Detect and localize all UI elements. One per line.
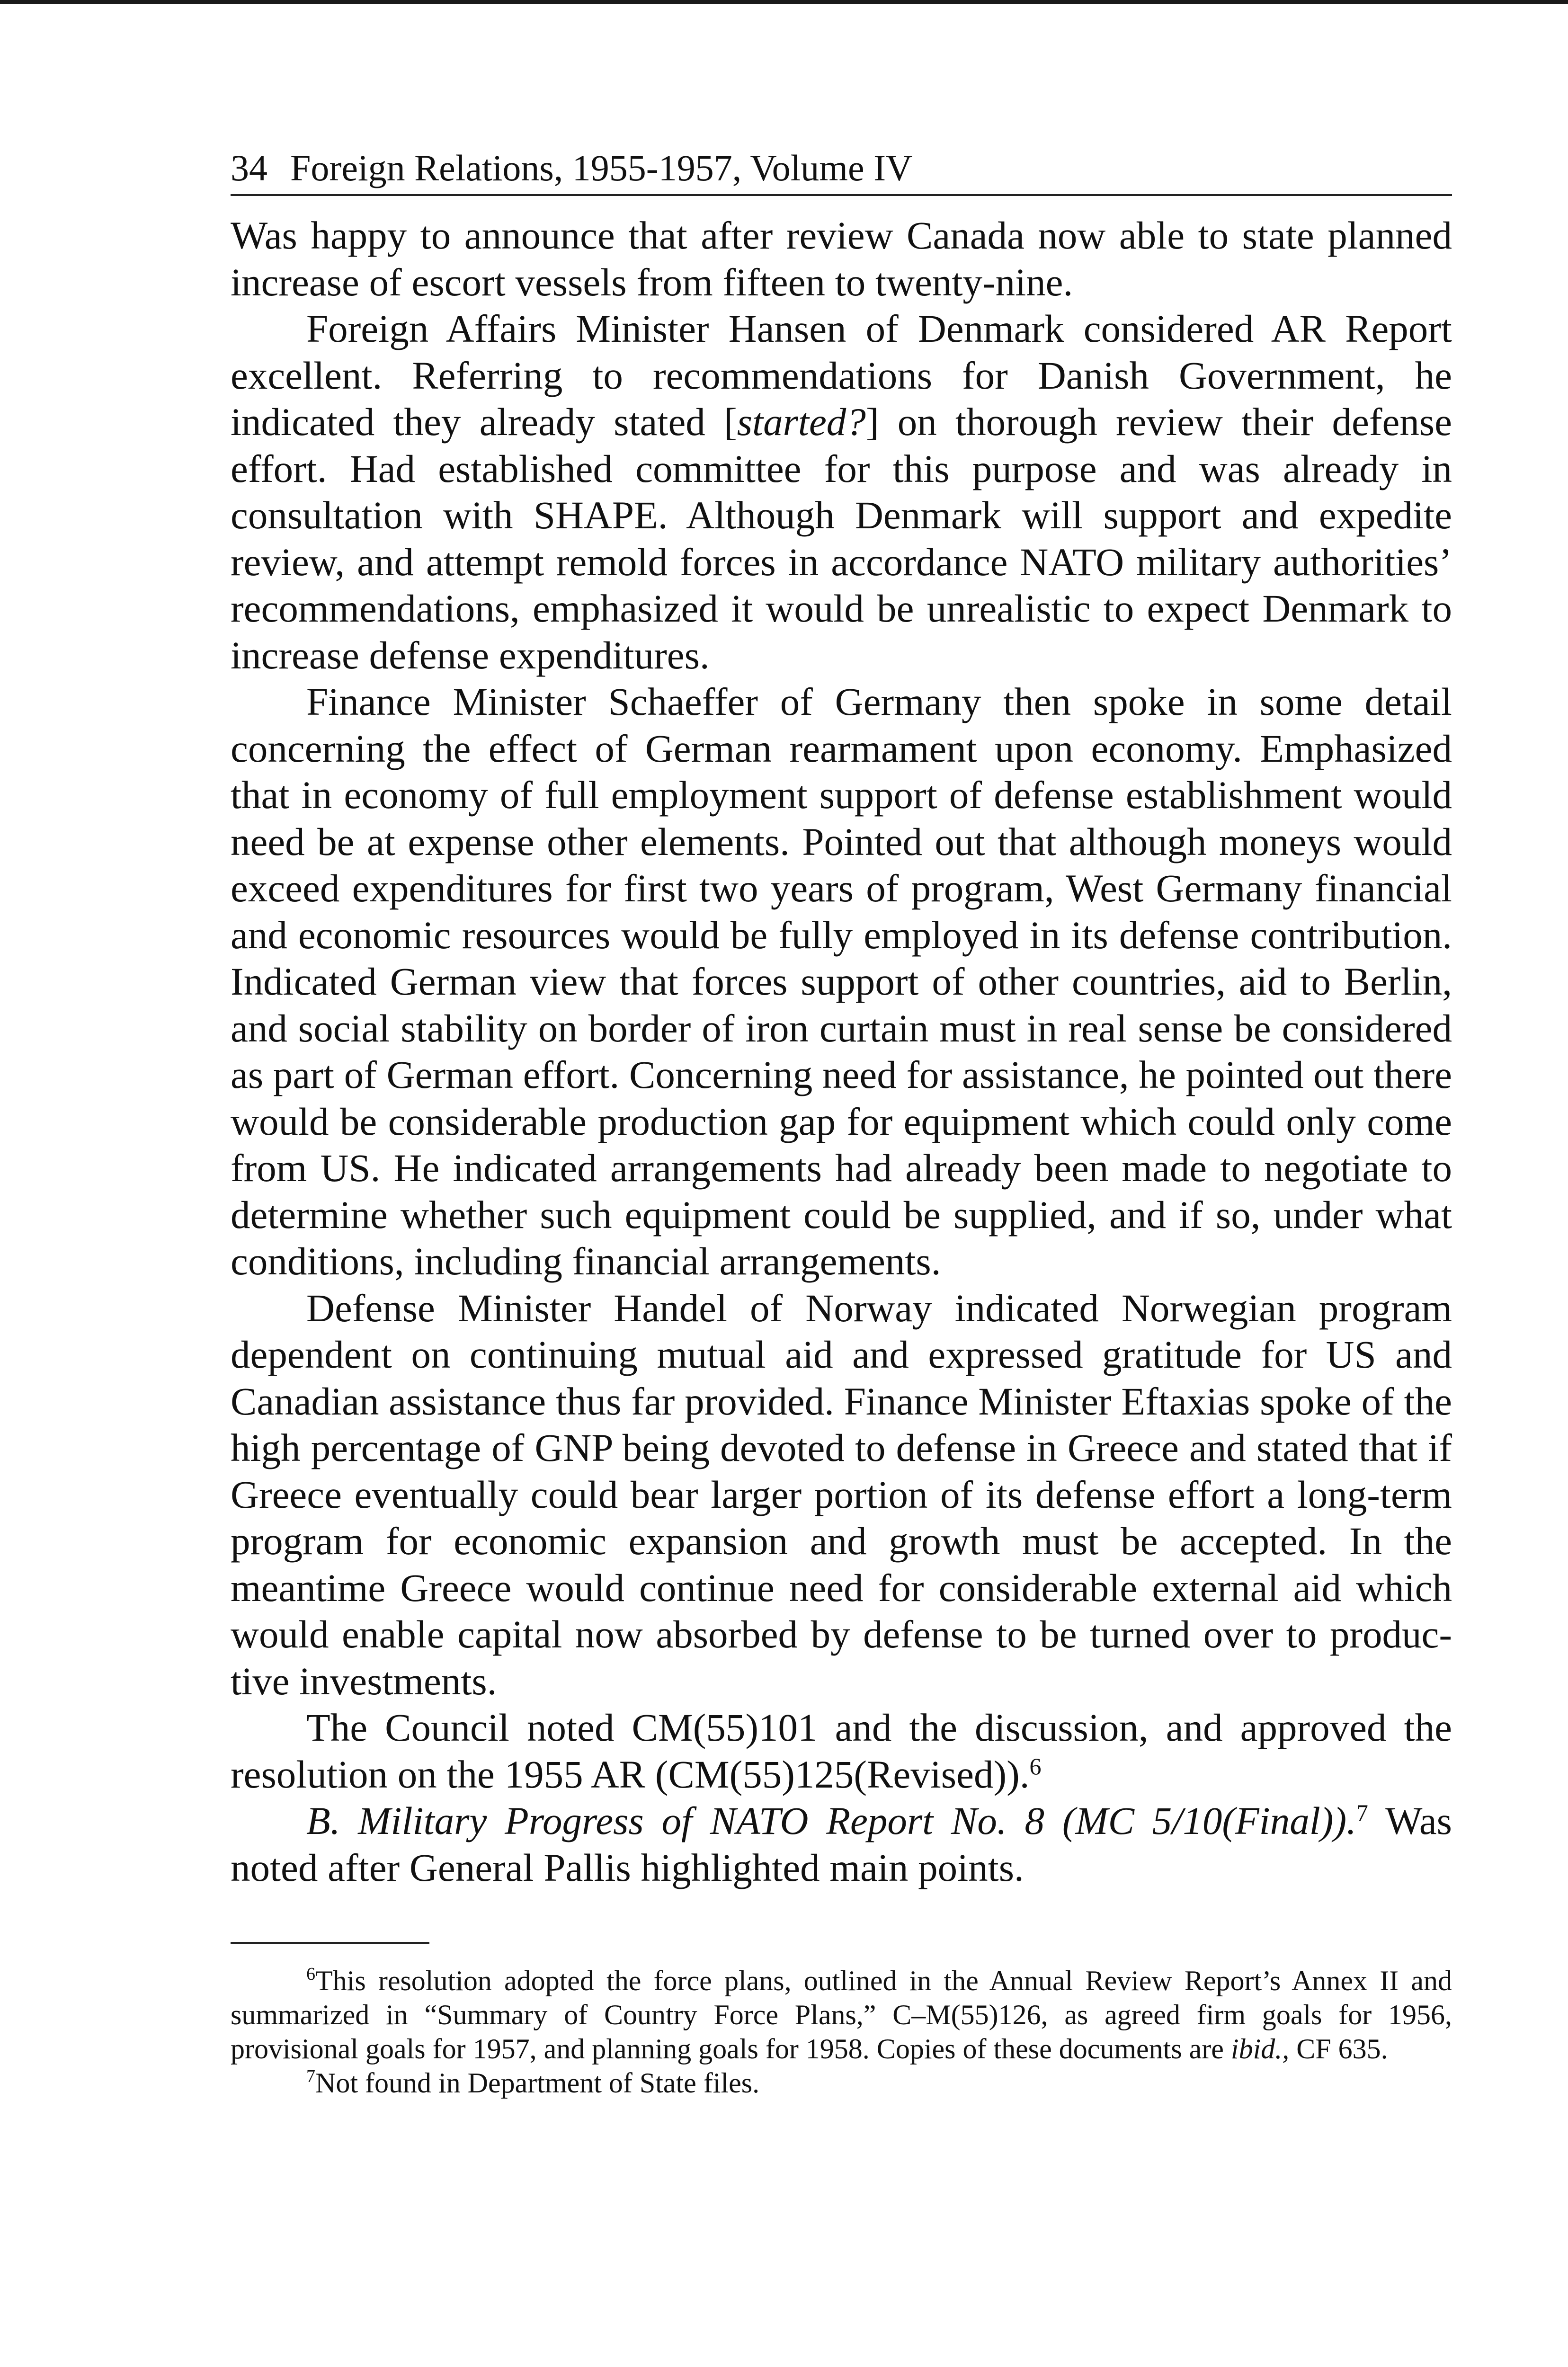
paragraph-military-progress-text: Was noted after General Pallis highlighted main points. xyxy=(231,1799,1452,1889)
paragraph-canada: Was happy to announce that after review Canada now able to state planned increase of escort vessels from fifteen to twenty-nine. xyxy=(231,214,1452,304)
footnotes xyxy=(231,1964,1452,2100)
paragraph-council-text: The Council noted CM(55)101 and the discussion, and approved the resolution on the 1955 AR (CM(55)125(Revised)). xyxy=(231,1706,1452,1796)
section-heading-military-progress: B. Military Progress of NATO Report No. 8 (MC 5/10(Final)). xyxy=(306,1799,1356,1842)
document-page xyxy=(231,142,1452,2100)
footnote-7 xyxy=(231,2066,1452,2100)
editorial-insertion: started? xyxy=(737,400,866,444)
footnote-7-text: Not found in Department of State files. xyxy=(315,2067,760,2099)
footnote-6-text-2: CF 635. xyxy=(1289,2033,1388,2064)
running-header xyxy=(231,142,1452,196)
paragraph-denmark xyxy=(231,305,1452,678)
footnote-7-number: 7 xyxy=(306,2066,315,2086)
footnote-6-ibid: ibid., xyxy=(1230,2033,1290,2064)
paragraph-denmark-part-1: Foreign Affairs Minister Hansen of Denmark considered AR Report excellent. Referring to recommendations for Danish Government, he indicated they already stated [ xyxy=(231,307,1452,444)
footnote-ref-7[interactable]: 7 xyxy=(1356,1799,1368,1826)
footnote-6 xyxy=(231,1964,1452,2066)
page-number: 34 xyxy=(231,147,267,188)
paragraph-council-resolution xyxy=(231,1704,1452,1797)
footnote-ref-6[interactable]: 6 xyxy=(1029,1753,1042,1780)
body-text xyxy=(231,212,1452,1891)
paragraph-denmark-part-2: ] on thorough review their defense effort. Had established committee for this purpose and was already in consultation with SHAPE. Although Denmark will support and expedite review, and attempt remold forces in accordance NATO military authorities’ recommendations, emphasized it would be unrealistic to expect Denmark to increase defense expenditures. xyxy=(231,400,1452,677)
page-top-edge xyxy=(0,0,1568,4)
running-title: Foreign Relations, 1955-1957, Volume IV xyxy=(290,147,913,188)
paragraph-military-progress xyxy=(231,1797,1452,1891)
footnote-6-text-1: This resolution adopted the force plans, outlined in the Annual Review Report’s Annex II and summarized in “Summary of Country Force Plans,” C–M(55)126, as agreed firm goals for 1956, provisional goals for 1957, and planning goals for 1958. Copies of these documents are xyxy=(231,1965,1452,2064)
paragraph-norway-greece: Defense Minister Handel of Norway indicated Norwegian program dependent on continuing mutual aid and expressed gratitude for US and Canadian assistance thus far provided. Finance Minister Eftaxias spoke of the high percentage of GNP being devoted to defense in Greece and stated that if Greece eventually could bear larger portion of its defense effort a long-term program for economic expansion and growth must be accepted. In the meantime Greece would continue need for considerable external aid which would enable capital now absorbed by defense to be turned over to productive investments. xyxy=(231,1286,1452,1703)
footnote-divider xyxy=(231,1942,429,1944)
footnote-6-number: 6 xyxy=(306,1964,315,1984)
paragraph-germany: Finance Minister Schaeffer of Germany then spoke in some detail concerning the effect of German rearmament upon economy. Emphasized that in economy of full employment support of defense establishment would need be at expense other elements. Pointed out that although moneys would exceed expenditures for first two years of program, West Germany financial and economic resources would be fully employed in its defense contribution. Indicated German view that forces support of other countries, aid to Berlin, and social stability on border of iron curtain must in real sense be considered as part of German effort. Concerning need for assistance, he pointed out there would be considerable production gap for equipment which could only come from US. He indicated arrangements had already been made to negotiate to determine whether such equipment could be supplied, and if so, under what conditions, including financial arrangements. xyxy=(231,680,1452,1283)
